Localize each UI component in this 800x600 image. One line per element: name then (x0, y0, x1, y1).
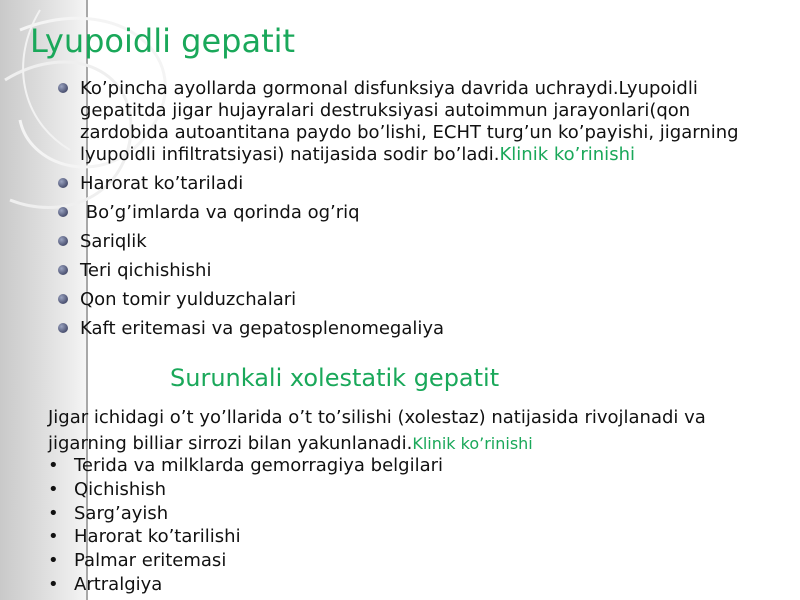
bullet-icon (58, 178, 68, 188)
list-item (48, 478, 443, 502)
bullet-text: Sarg’ayish (74, 502, 169, 524)
bullet-icon (58, 294, 68, 304)
list-item (56, 202, 776, 224)
bullet-icon: • (48, 550, 59, 572)
bullet-icon: • (48, 573, 59, 595)
bullet-text: Qichishish (74, 478, 167, 500)
bullet-text: Harorat ko’tariladi (80, 173, 244, 194)
clinical-highlight: Klinik ko’rinishi (499, 144, 635, 165)
bullet-text: Artralgiya (74, 573, 163, 595)
section-subtitle: Surunkali xolestatik gepatit (170, 364, 500, 392)
list-item (56, 289, 776, 311)
bullet-text: Terida va milklarda gemorragiya belgilari (74, 455, 443, 476)
list-item (48, 454, 443, 478)
list-item (56, 318, 776, 340)
list-item (48, 525, 443, 549)
list-item (48, 549, 443, 573)
secondary-bullet-list (48, 454, 443, 597)
list-item (56, 173, 776, 195)
bullet-icon: • (48, 502, 59, 524)
bullet-text: Palmar eritemasi (74, 550, 227, 572)
clinical-highlight: Klinik ko’rinishi (412, 434, 533, 453)
paragraph-text: Jigar ichidagi o’t yo’llarida o’t to’silishi (xolestaz) natijasida rivojlanadi va jigarning billiar sirrozi bilan yakunlanadi. (48, 407, 706, 454)
list-item (48, 502, 443, 526)
bullet-icon (58, 83, 68, 93)
bullet-text: Ko’pincha ayollarda gormonal disfunksiya davrida uchraydi.Lyupoidli gepatitda jigar hujayralari destruksiyasi autoimmun jarayonlari(qon zardobida autoantitana paydo bo’lishi, ECHT turg’un ko’payishi, jigarning lyupoidli infiltratsiyasi) natijasida sodir bo’ladi. (80, 78, 739, 165)
bullet-text: Sariqlik (80, 231, 147, 252)
list-item (56, 260, 776, 282)
bullet-text: Bo’g’imlarda va qorinda og’riq (80, 202, 360, 223)
bullet-icon (58, 323, 68, 333)
bullet-text: Teri qichishishi (80, 260, 212, 281)
bullet-icon: • (48, 526, 59, 548)
bullet-text: Kaft eritemasi va gepatosplenomegaliya (80, 318, 445, 339)
bullet-icon: • (48, 455, 59, 476)
bullet-text: Harorat ko’tarilishi (74, 526, 241, 548)
main-bullet-list (56, 78, 776, 347)
list-item (56, 231, 776, 253)
bullet-icon: • (48, 478, 59, 500)
list-item (48, 573, 443, 597)
slide-title: Lyupoidli gepatit (30, 22, 296, 60)
section-paragraph (48, 405, 748, 457)
bullet-text: Qon tomir yulduzchalari (80, 289, 297, 310)
bullet-icon (58, 236, 68, 246)
bullet-icon (58, 207, 68, 217)
list-item (56, 78, 776, 166)
bullet-icon (58, 265, 68, 275)
